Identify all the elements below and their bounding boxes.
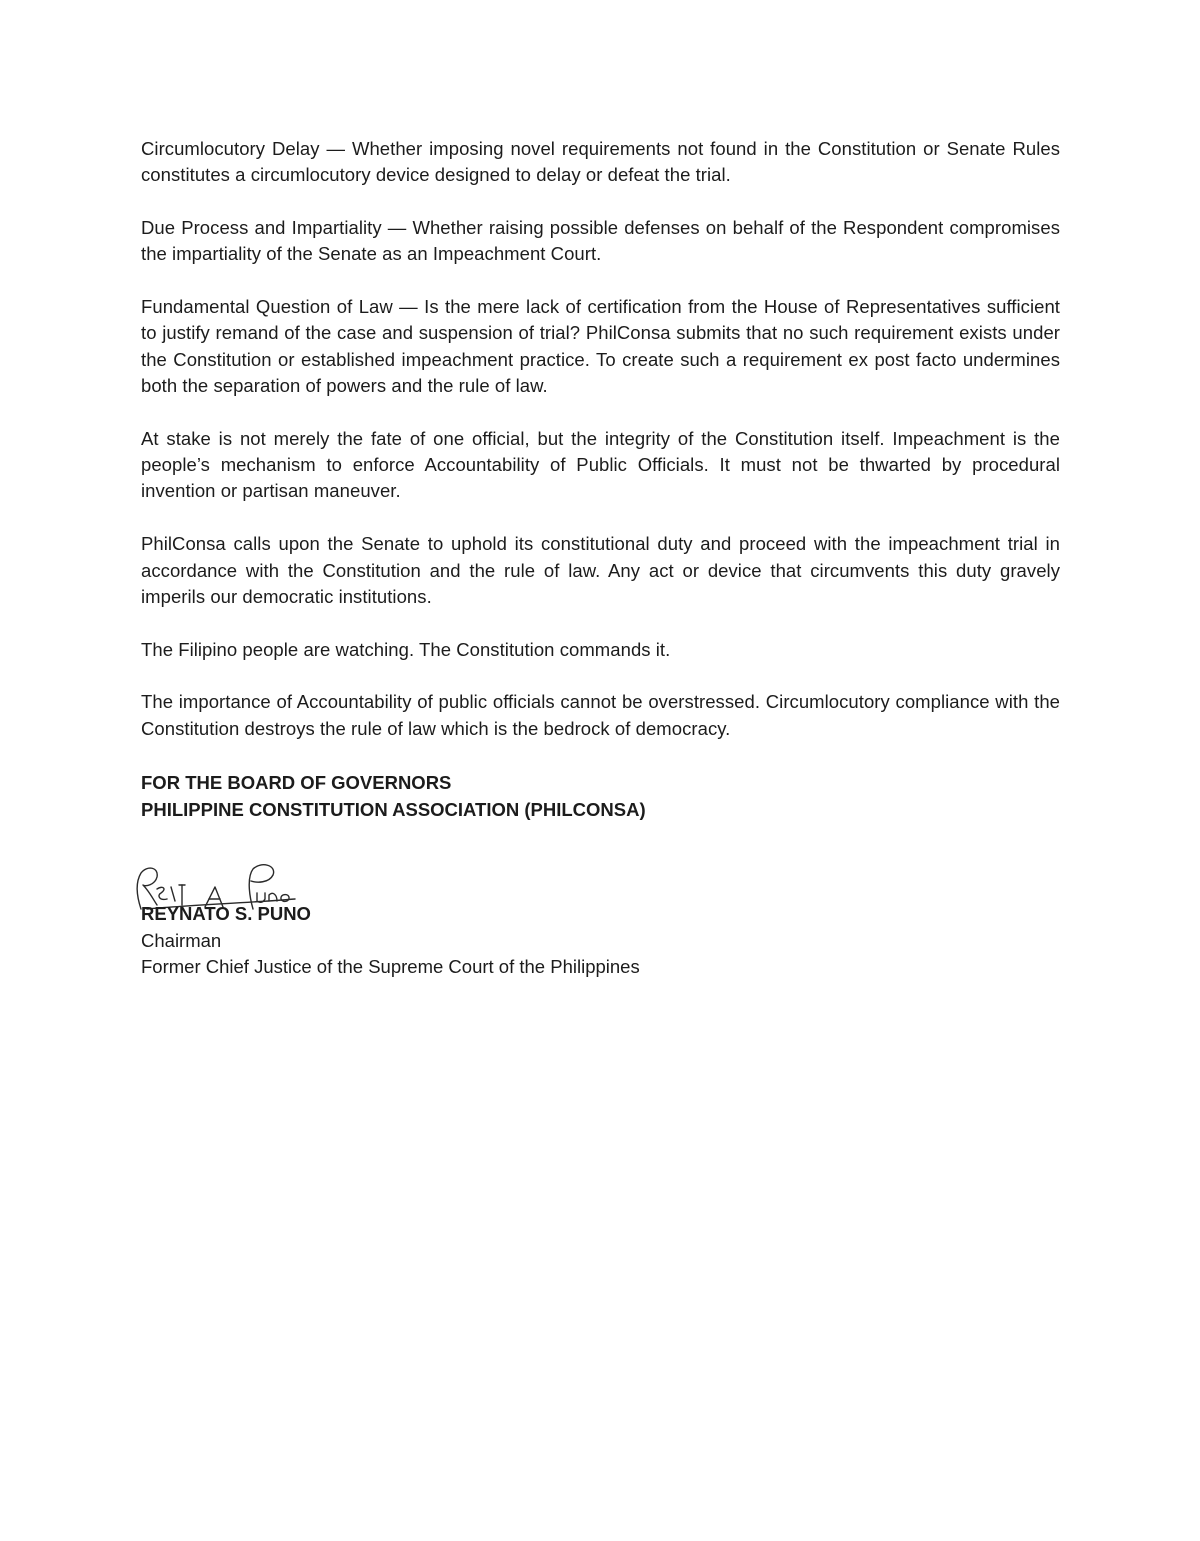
paragraph-people-watching: The Filipino people are watching. The Constitution commands it. [141, 638, 671, 660]
paragraph-at-stake: At stake is not merely the fate of one official, but the integrity of the Constitution itself. Impeachment is the people’s mechanism to enforce Accountability of Public Officials. It must not be thwarted by procedural invention or partisan maneuver. [141, 427, 1060, 502]
signatory-title: Chairman [141, 929, 222, 951]
letter-page [141, 136, 1060, 999]
signatory-name: REYNATO S. PUNO [141, 902, 311, 924]
paragraph-due-process: Due Process and Impartiality — Whether raising possible defenses on behalf of the Respondent compromises the impartiality of the Senate as an Impeachment Court. [141, 217, 1060, 265]
paragraph-call-upon-senate: PhilConsa calls upon the Senate to uphold its constitutional duty and proceed with the impeachment trial in accordance with the Constitution and the rule of law. Any act or device that circumvents this duty gravely imperils our democratic institutions. [141, 533, 1060, 607]
signature-block [141, 859, 1060, 999]
closing-line-association: PHILIPPINE CONSTITUTION ASSOCIATION (PHILCONSA) [141, 798, 646, 820]
paragraph-importance-accountability: The importance of Accountability of public officials cannot be overstressed. Circumlocutory compliance with the Constitution destroys the rule of law which is the bedrock of democracy. [141, 691, 1060, 739]
paragraph-circumlocutory-delay: Circumlocutory Delay — Whether imposing novel requirements not found in the Constitution or Senate Rules constitutes a circumlocutory device designed to delay or defeat the trial. [141, 138, 1060, 186]
closing-line-board: FOR THE BOARD OF GOVERNORS [141, 771, 452, 793]
closing-block [141, 769, 1060, 823]
signatory-role: Former Chief Justice of the Supreme Court of the Philippines [141, 955, 640, 977]
paragraph-fundamental-question: Fundamental Question of Law — Is the mere lack of certification from the House of Representatives sufficient to justify remand of the case and suspension of trial? PhilConsa submits that no such requirement exists under the Constitution or established impeachment practice. To create such a requirement ex post facto undermines both the separation of powers and the rule of law. [141, 296, 1060, 397]
